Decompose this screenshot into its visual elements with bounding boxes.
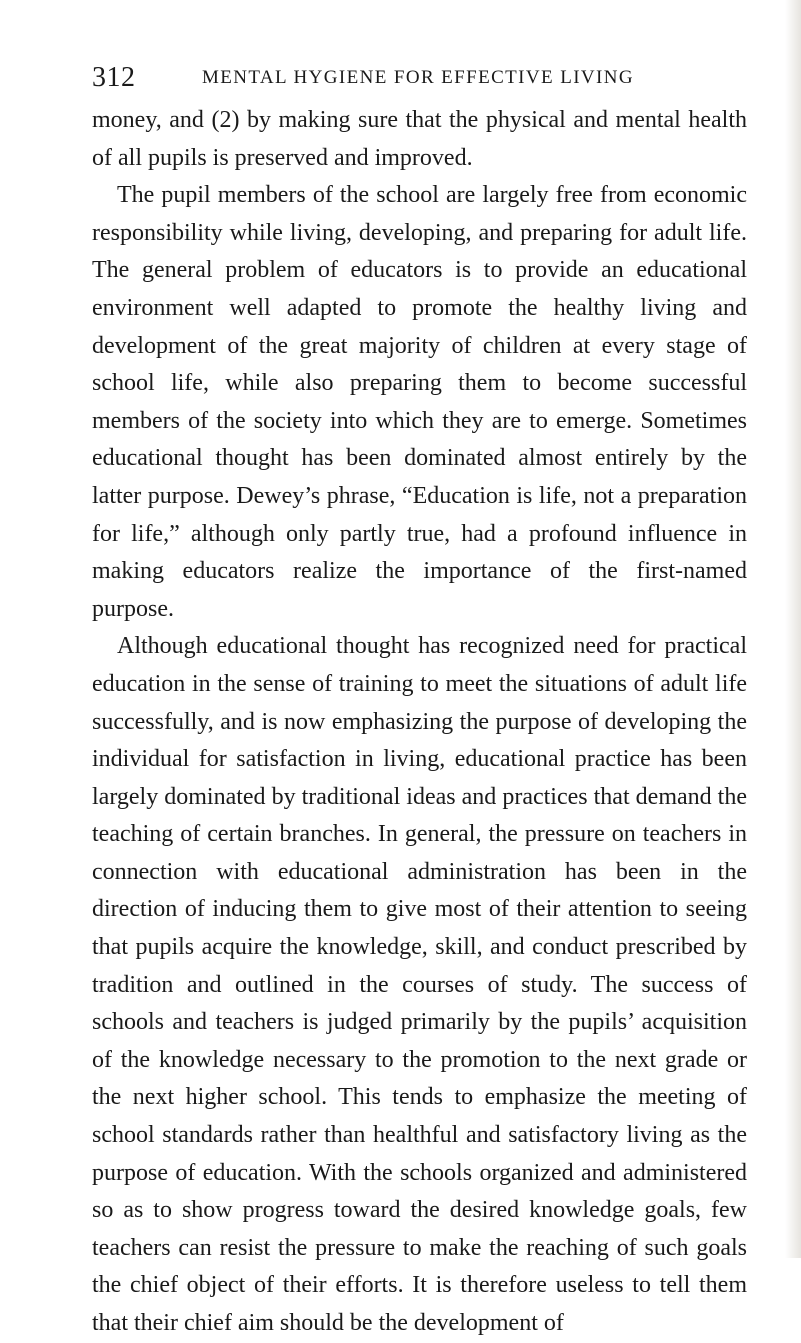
paragraph-continued: money, and (2) by making sure that the physical and mental health of all pupils is preserved and improved. — [92, 107, 747, 171]
body-text — [92, 102, 747, 1343]
running-title: MENTAL HYGIENE FOR EFFECTIVE LIVING — [202, 67, 635, 88]
paragraph: The pupil members of the school are largely free from economic responsibility while living, developing, and preparing for adult life. The general problem of educators is to provide an educational environment well adapted to promote the healthy living and development of the great majority of children at every stage of school life, while also preparing them to become successful members of the society into which they are to emerge. Sometimes educational thought has been dominated almost entirely by the latter purpose. Dewey’s phrase, “Education is life, not a preparation for life,” although only partly true, had a profound influence in making educators realize the importance of the first-named purpose. — [92, 182, 747, 622]
paragraph: Although educational thought has recognized need for practical education in the sense of training to meet the situations of adult life successfully, and is now emphasizing the purpose of developing the individual for satisfaction in living, educational practice has been largely dominated by traditional ideas and practices that demand the teaching of certain branches. In general, the pressure on teachers in connection with educational administration has been in the direction of inducing them to give most of their attention to seeing that pupils acquire the knowledge, skill, and conduct prescribed by tradition and outlined in the courses of study. The success of schools and teachers is judged primarily by the pupils’ acquisition of the knowledge necessary to the promotion to the next grade or the next higher school. This tends to emphasize the meeting of school standards rather than healthful and satisfactory living as the purpose of education. With the schools organized and administered so as to show progress toward the desired knowledge goals, few teachers can resist the pressure to make the reaching of such goals the chief object of their efforts. It is therefore useless to tell them that their chief aim should be the development of — [92, 633, 747, 1336]
page-number: 312 — [92, 62, 136, 93]
running-head — [92, 58, 742, 98]
page-edge-shadow — [785, 0, 801, 1258]
